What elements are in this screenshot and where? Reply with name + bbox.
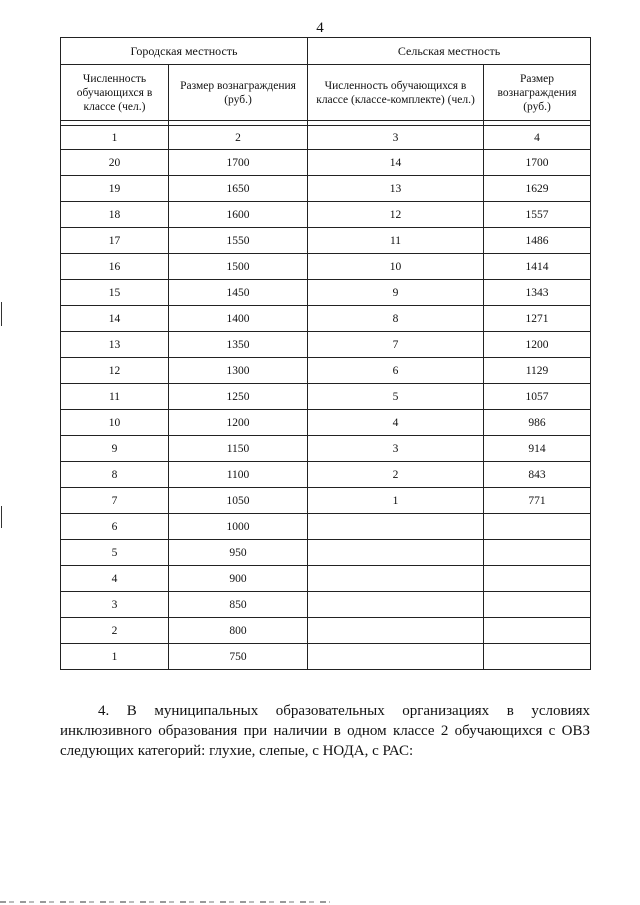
cell-rural-students: 5 bbox=[308, 384, 484, 410]
table-row bbox=[61, 618, 591, 644]
cell-rural-students bbox=[308, 592, 484, 618]
scan-mark bbox=[1, 506, 2, 528]
cell-urban-reward: 750 bbox=[169, 644, 308, 670]
cell-rural-reward: 771 bbox=[484, 488, 591, 514]
cell-rural-reward: 1414 bbox=[484, 254, 591, 280]
table-row bbox=[61, 358, 591, 384]
table-row bbox=[61, 306, 591, 332]
cell-rural-reward: 1486 bbox=[484, 228, 591, 254]
group-header-rural: Сельская местность bbox=[308, 38, 591, 65]
cell-rural-reward: 986 bbox=[484, 410, 591, 436]
table-row bbox=[61, 150, 591, 176]
cell-urban-students: 3 bbox=[61, 592, 169, 618]
cell-rural-students bbox=[308, 644, 484, 670]
scan-mark bbox=[1, 302, 2, 326]
cell-urban-reward: 800 bbox=[169, 618, 308, 644]
cell-urban-students: 19 bbox=[61, 176, 169, 202]
cell-rural-reward: 1057 bbox=[484, 384, 591, 410]
cell-urban-reward: 900 bbox=[169, 566, 308, 592]
cell-rural-students bbox=[308, 514, 484, 540]
column-header-urban-students: Численность обучающихся в классе (чел.) bbox=[61, 65, 169, 121]
cell-urban-reward: 1350 bbox=[169, 332, 308, 358]
column-header-urban-reward: Размер вознаграждения (руб.) bbox=[169, 65, 308, 121]
cell-rural-reward bbox=[484, 618, 591, 644]
cell-rural-reward: 1700 bbox=[484, 150, 591, 176]
cell-urban-reward: 1650 bbox=[169, 176, 308, 202]
cell-rural-reward: 1271 bbox=[484, 306, 591, 332]
cell-urban-reward: 1600 bbox=[169, 202, 308, 228]
cell-rural-reward: 1629 bbox=[484, 176, 591, 202]
cell-urban-students: 7 bbox=[61, 488, 169, 514]
column-number: 2 bbox=[169, 126, 308, 150]
cell-urban-reward: 950 bbox=[169, 540, 308, 566]
table-row bbox=[61, 176, 591, 202]
table-row bbox=[61, 384, 591, 410]
cell-rural-students: 10 bbox=[308, 254, 484, 280]
cell-urban-students: 18 bbox=[61, 202, 169, 228]
table-row bbox=[61, 488, 591, 514]
table-row bbox=[61, 644, 591, 670]
cell-rural-students: 9 bbox=[308, 280, 484, 306]
cell-rural-reward bbox=[484, 644, 591, 670]
cell-urban-reward: 1700 bbox=[169, 150, 308, 176]
table-row bbox=[61, 592, 591, 618]
cell-urban-reward: 1400 bbox=[169, 306, 308, 332]
table-row bbox=[61, 566, 591, 592]
cell-rural-students bbox=[308, 618, 484, 644]
cell-rural-reward bbox=[484, 514, 591, 540]
cell-rural-students: 12 bbox=[308, 202, 484, 228]
cell-urban-reward: 1100 bbox=[169, 462, 308, 488]
column-number: 3 bbox=[308, 126, 484, 150]
cell-rural-reward: 1343 bbox=[484, 280, 591, 306]
cell-urban-students: 11 bbox=[61, 384, 169, 410]
table-row bbox=[61, 202, 591, 228]
cell-urban-reward: 1300 bbox=[169, 358, 308, 384]
column-number-row bbox=[61, 126, 591, 150]
column-header-row bbox=[61, 65, 591, 121]
cell-rural-reward: 843 bbox=[484, 462, 591, 488]
table-row bbox=[61, 540, 591, 566]
cell-rural-reward bbox=[484, 592, 591, 618]
cell-urban-reward: 850 bbox=[169, 592, 308, 618]
table-row bbox=[61, 332, 591, 358]
group-header-urban: Городская местность bbox=[61, 38, 308, 65]
cell-rural-reward: 1200 bbox=[484, 332, 591, 358]
cell-rural-students: 1 bbox=[308, 488, 484, 514]
cell-rural-reward bbox=[484, 540, 591, 566]
cell-rural-students: 3 bbox=[308, 436, 484, 462]
cell-rural-students: 11 bbox=[308, 228, 484, 254]
cell-urban-students: 10 bbox=[61, 410, 169, 436]
cell-rural-students: 2 bbox=[308, 462, 484, 488]
column-header-rural-reward: Размер вознаграждения (руб.) bbox=[484, 65, 591, 121]
cell-urban-students: 1 bbox=[61, 644, 169, 670]
cell-urban-students: 2 bbox=[61, 618, 169, 644]
column-number: 4 bbox=[484, 126, 591, 150]
cell-urban-students: 5 bbox=[61, 540, 169, 566]
cell-urban-reward: 1250 bbox=[169, 384, 308, 410]
cell-urban-reward: 1050 bbox=[169, 488, 308, 514]
table-row bbox=[61, 410, 591, 436]
cell-rural-students bbox=[308, 540, 484, 566]
scan-noise-strip bbox=[0, 901, 330, 903]
column-header-rural-students: Численность обучающихся в классе (классе-комплекте) (чел.) bbox=[308, 65, 484, 121]
column-number: 1 bbox=[61, 126, 169, 150]
cell-rural-students: 14 bbox=[308, 150, 484, 176]
cell-urban-students: 6 bbox=[61, 514, 169, 540]
table-row bbox=[61, 436, 591, 462]
cell-rural-reward: 1557 bbox=[484, 202, 591, 228]
reward-table bbox=[60, 37, 591, 670]
cell-urban-students: 14 bbox=[61, 306, 169, 332]
cell-urban-reward: 1000 bbox=[169, 514, 308, 540]
cell-urban-students: 20 bbox=[61, 150, 169, 176]
table-row bbox=[61, 254, 591, 280]
cell-rural-students: 4 bbox=[308, 410, 484, 436]
cell-rural-students: 8 bbox=[308, 306, 484, 332]
cell-rural-students bbox=[308, 566, 484, 592]
cell-rural-reward: 1129 bbox=[484, 358, 591, 384]
cell-urban-reward: 1450 bbox=[169, 280, 308, 306]
cell-urban-reward: 1200 bbox=[169, 410, 308, 436]
group-header-row bbox=[61, 38, 591, 65]
cell-urban-reward: 1550 bbox=[169, 228, 308, 254]
table-row bbox=[61, 462, 591, 488]
cell-urban-students: 8 bbox=[61, 462, 169, 488]
page-number: 4 bbox=[316, 20, 324, 36]
cell-rural-reward: 914 bbox=[484, 436, 591, 462]
cell-rural-students: 7 bbox=[308, 332, 484, 358]
cell-rural-students: 6 bbox=[308, 358, 484, 384]
cell-urban-students: 13 bbox=[61, 332, 169, 358]
table-row bbox=[61, 228, 591, 254]
cell-urban-students: 12 bbox=[61, 358, 169, 384]
table-row bbox=[61, 514, 591, 540]
cell-urban-reward: 1150 bbox=[169, 436, 308, 462]
table-row bbox=[61, 280, 591, 306]
table-body bbox=[61, 150, 591, 670]
paragraph-item-4: 4. В муниципальных образовательных организациях в условиях инклюзивного образования при наличии в одном классе 2 обучающихся с ОВЗ следующих категорий: глухие, слепые, с НОДА, с РАС: bbox=[60, 703, 590, 759]
cell-rural-students: 13 bbox=[308, 176, 484, 202]
cell-urban-students: 17 bbox=[61, 228, 169, 254]
cell-urban-reward: 1500 bbox=[169, 254, 308, 280]
cell-urban-students: 16 bbox=[61, 254, 169, 280]
cell-urban-students: 15 bbox=[61, 280, 169, 306]
cell-rural-reward bbox=[484, 566, 591, 592]
cell-urban-students: 4 bbox=[61, 566, 169, 592]
cell-urban-students: 9 bbox=[61, 436, 169, 462]
